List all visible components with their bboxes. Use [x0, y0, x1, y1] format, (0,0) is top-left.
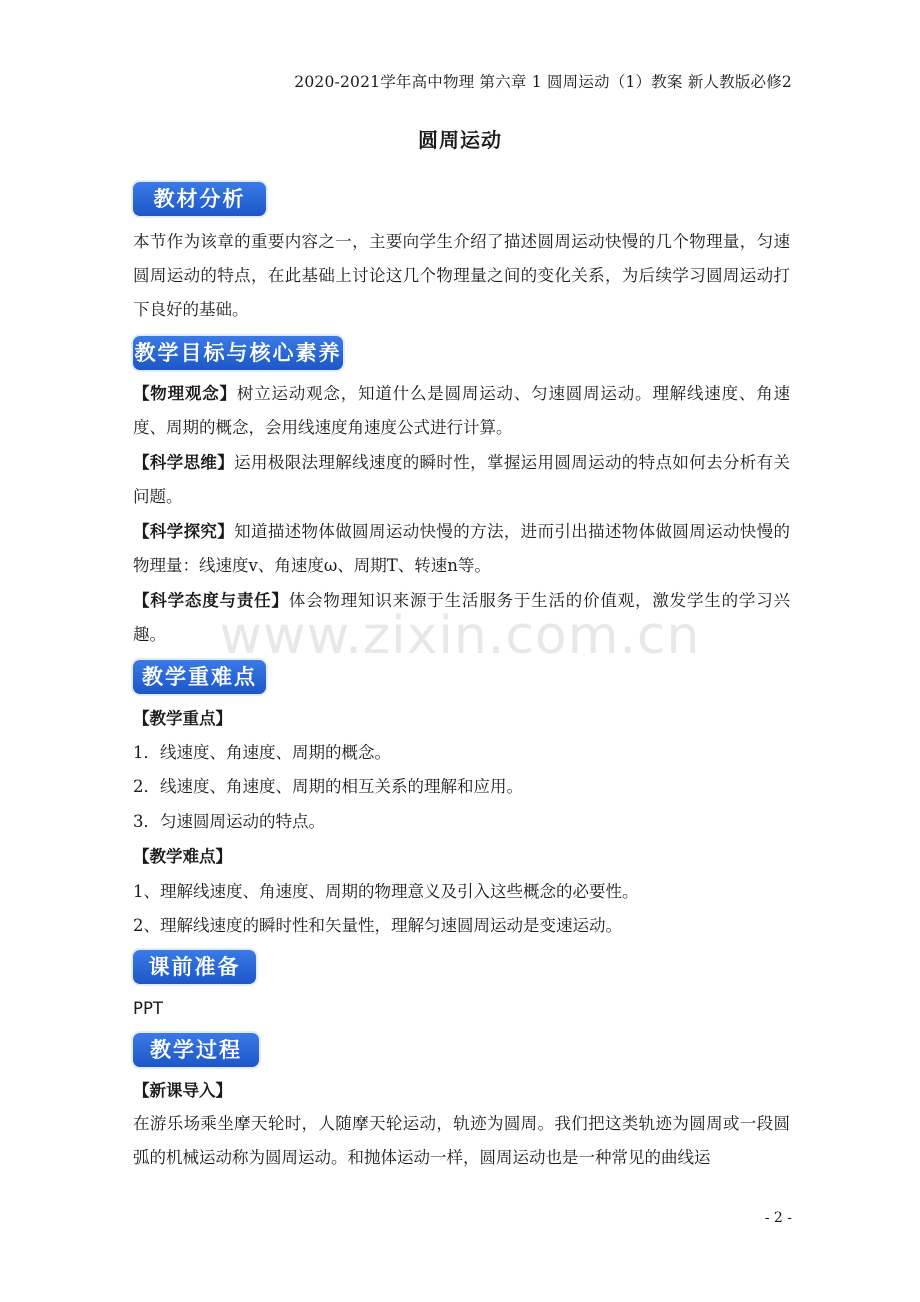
section-badge-process: 教学过程	[133, 1033, 259, 1067]
key-point-item: 1．线速度、角速度、周期的概念。	[133, 743, 391, 762]
goal-label: 【物理观念】	[133, 384, 237, 403]
section-badge-goals: 教学目标与核心素养	[133, 336, 343, 370]
goal-text: 知道描述物体做圆周运动快慢的方法，进而引出描述物体做圆周运动快慢的物理量：线速度v、角速度ω、周期T、转速n等。	[133, 522, 791, 575]
goal-item-scientific-inquiry	[133, 515, 790, 583]
goal-label: 【科学思维】	[133, 453, 235, 472]
difficult-point-item: 2、理解线速度的瞬时性和矢量性，理解匀速圆周运动是变速运动。	[133, 916, 622, 935]
difficult-points-label: 【教学难点】	[133, 847, 232, 866]
goal-text: 树立运动观念，知道什么是圆周运动、匀速圆周运动。理解线速度、角速度、周期的概念，会用线速度角速度公式进行计算。	[133, 384, 791, 437]
running-header: 2020-2021学年高中物理 第六章 1 圆周运动（1）教案 新人教版必修2	[294, 73, 792, 91]
page-number: - 2 -	[764, 1210, 792, 1226]
watermark: www.zixin.com.cn	[219, 606, 701, 666]
section-badge-keypoints: 教学重难点	[133, 660, 266, 694]
section-badge-analysis: 教材分析	[133, 182, 266, 216]
page-title: 圆周运动	[418, 128, 502, 152]
section-badge-prep: 课前准备	[133, 950, 256, 984]
goal-text: 运用极限法理解线速度的瞬时性，掌握运用圆周运动的特点如何去分析有关问题。	[133, 453, 791, 506]
prep-text: PPT	[133, 999, 163, 1018]
key-point-item: 2．线速度、角速度、周期的相互关系的理解和应用。	[133, 777, 523, 796]
intro-paragraph: 在游乐场乘坐摩天轮时，人随摩天轮运动，轨迹为圆周。我们把这类轨迹为圆周或一段圆弧的机械运动称为圆周运动。和抛体运动一样，圆周运动也是一种常见的曲线运	[133, 1114, 790, 1167]
goal-item-physics-concept	[133, 377, 790, 445]
analysis-paragraph: 本节作为该章的重要内容之一，主要向学生介绍了描述圆周运动快慢的几个物理量，匀速圆周运动的特点，在此基础上讨论这几个物理量之间的变化关系，为后续学习圆周运动打下良好的基础。	[133, 232, 790, 319]
new-lesson-intro-label: 【新课导入】	[133, 1081, 232, 1100]
goal-text: 体会物理知识来源于生活服务于生活的价值观，激发学生的学习兴趣。	[133, 591, 791, 644]
goal-label: 【科学探究】	[133, 522, 235, 541]
key-points-label: 【教学重点】	[133, 709, 232, 728]
key-point-item: 3．匀速圆周运动的特点。	[133, 812, 325, 831]
goal-item-scientific-thinking	[133, 446, 790, 514]
difficult-point-item: 1、理解线速度、角速度、周期的物理意义及引入这些概念的必要性。	[133, 882, 639, 901]
goal-label: 【科学态度与责任】	[133, 591, 289, 610]
